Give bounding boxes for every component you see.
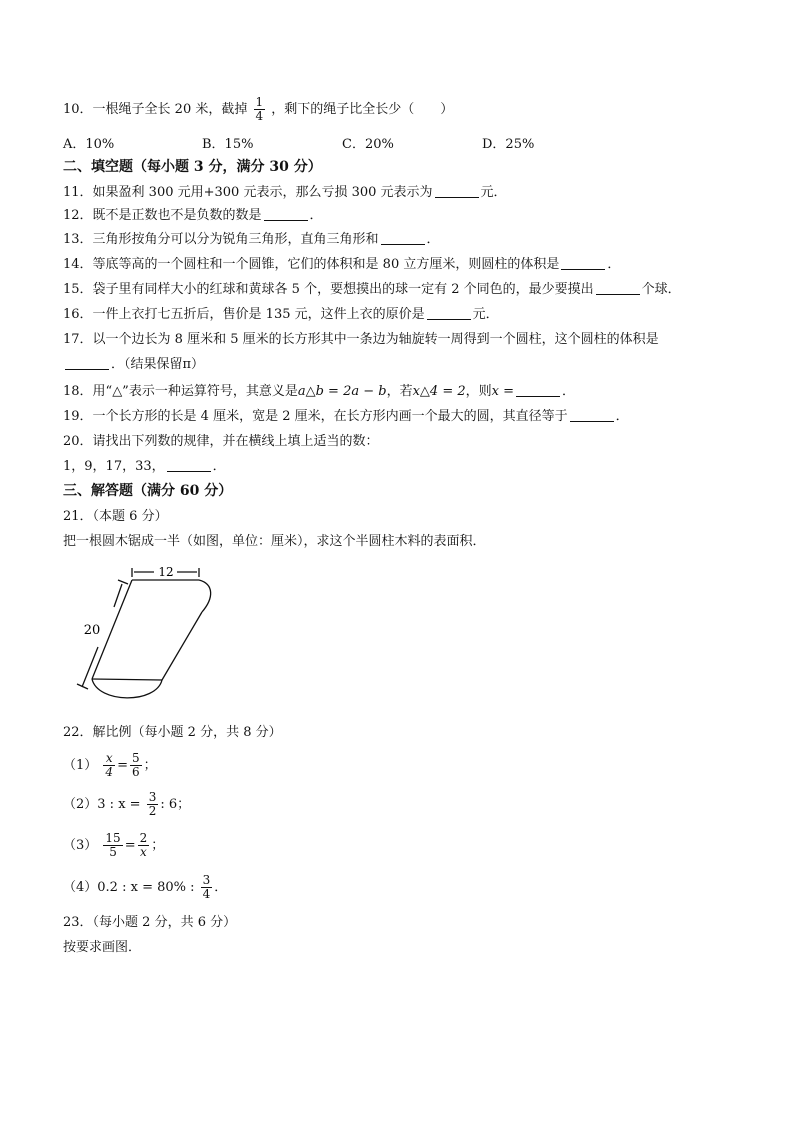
answer-blank[interactable] [381,231,425,245]
question-21-text: 把一根圆木锯成一半（如图，单位：厘米），求这个半圆柱木料的表面积． [63,534,486,549]
height-label: 20 [83,623,101,638]
option-a: A．10% [63,137,115,152]
question-19: 19．一个长方形的长是 4 厘米，宽是 2 厘米，在长方形内画一个最大的圆，其直径等于 ． [63,409,629,424]
answer-blank[interactable] [264,207,308,221]
question-20-sequence: 1，9，17，33， ． [63,459,226,474]
question-17: 17．以一个边长为 8 厘米和 5 厘米的长方形其中一条边为轴旋转一周得到一个圆柱，这个圆柱的体积是 [63,332,659,347]
fraction: $\frac{1}{4}$ [255,95,264,123]
question-20: 20．请找出下列数的规律，并在横线上填上适当的数： [63,434,379,449]
half-cylinder-figure [62,562,222,710]
answer-blank[interactable] [561,256,605,270]
question-10: 10．一根绳子全长 20 米，截掉 $\frac{1}{4}$ ，剩下的绳子比全长少（ ） [63,95,454,123]
fraction: $\frac{5}{6}$ [131,751,140,779]
question-14: 14．等底等高的一个圆柱和一个圆锥，它们的体积和是 80 立方厘米，则圆柱的体积是 ． [63,257,621,272]
section-3-title: 三、解答题（满分 60 分） [63,483,233,499]
proportion-1: （1） $\frac{x}{4}$ = $\frac{5}{6}$ ； [63,751,157,779]
fraction: $\frac{3}{4}$ [202,873,211,901]
fraction: $\frac{2}{x}$ [139,831,148,859]
answer-blank[interactable] [65,356,109,370]
question-12: 12．既不是正数也不是负数的数是 ． [63,208,323,223]
question-17-cont: ．（结果保留π） [63,356,204,374]
answer-blank[interactable] [427,306,471,320]
option-c: C．20% [342,137,394,152]
question-11: 11．如果盈利 300 元用+300 元表示，那么亏损 300 元表示为 元． [63,185,507,200]
answer-blank[interactable] [570,408,614,422]
question-15: 15．袋子里有同样大小的红球和黄球各 5 个，要想摸出的球一定有 2 个同色的，最少要摸出 个球． [63,282,681,297]
section-2-title: 二、填空题（每小题 3 分，满分 30 分） [63,159,322,175]
fraction: $\frac{3}{2}$ [148,790,157,818]
answer-blank[interactable] [167,458,211,472]
option-d: D．25% [482,137,535,152]
question-23-text: 按要求画图． [63,940,142,955]
proportion-3: （3） $\frac{15}{5}$ = $\frac{2}{x}$ ； [63,831,165,859]
width-label: 12 [158,565,174,579]
proportion-2: （2）3 : x = $\frac{3}{2}$ : 6； [63,790,191,818]
option-b: B．15% [202,137,254,152]
fraction: $\frac{x}{4}$ [105,751,114,779]
question-13: 13．三角形按角分可以分为锐角三角形，直角三角形和 ． [63,232,440,247]
question-18: 18．用“△”表示一种运算符号，其意义是a△b = 2a − b，若x△4 = 2，则x = ． [63,384,576,399]
question-21-head: 21．（本题 6 分） [63,509,168,524]
answer-blank[interactable] [435,184,479,198]
question-22-head: 22．解比例（每小题 2 分，共 8 分） [63,725,282,740]
proportion-4: （4）0.2 : x = 80% : $\frac{3}{4}$ ． [63,873,228,901]
answer-blank[interactable] [596,281,640,295]
answer-blank[interactable] [516,383,560,397]
fraction: $\frac{15}{5}$ [105,831,121,859]
question-23-head: 23．（每小题 2 分，共 6 分） [63,915,237,930]
question-16: 16．一件上衣打七五折后，售价是 135 元，这件上衣的原价是 元． [63,307,499,322]
